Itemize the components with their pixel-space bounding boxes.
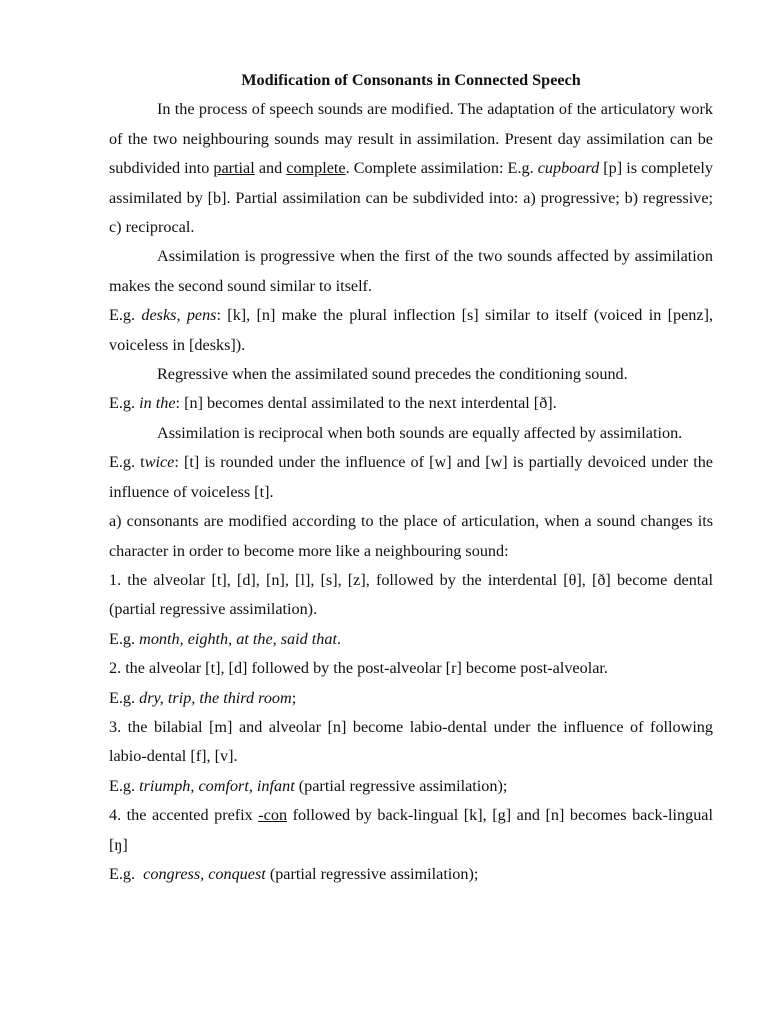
- text-run: 4. the accented prefix: [109, 806, 259, 825]
- text-run: E.g.: [109, 306, 142, 325]
- paragraph-intro: [109, 95, 713, 242]
- prefix-con: -con: [258, 806, 288, 825]
- text-run: E.g.: [109, 776, 140, 795]
- paragraph-regressive: Regressive when the assimilated sound precedes the conditioning sound.: [157, 365, 628, 384]
- example-word: wice: [144, 453, 175, 472]
- paragraph-progressive: Assimilation is progressive when the first of the two sounds affected by assimilation makes the second sound similar to itself.: [109, 247, 713, 295]
- page-title: Modification of Consonants in Connected Speech: [241, 71, 581, 89]
- text-run: : [k], [n] make the plural inflection [s] similar to itself (voiced in [penz], voiceless in [desks]).: [109, 306, 714, 354]
- text-run: .: [336, 629, 342, 648]
- example-word: month, eighth, at the, said that: [139, 629, 337, 648]
- example-progressive: [109, 301, 713, 360]
- text-run: : [n] becomes dental assimilated to the next interdental [ð].: [175, 394, 557, 413]
- text-run: and: [254, 159, 287, 178]
- text-run: ;: [291, 688, 297, 707]
- text-run: (partial regressive assimilation);: [265, 864, 479, 883]
- text-run: [p] is completely assimilated by [b]. Partial assimilation can be subdivided into: a) progressive; b) regressive; c) reciprocal.: [109, 159, 713, 237]
- text-run: E.g.: [109, 629, 140, 648]
- example-word: desks, pens: [141, 306, 217, 325]
- example-reciprocal: [109, 448, 713, 507]
- paragraph-reciprocal: Assimilation is reciprocal when both sounds are equally affected by assimilation.: [157, 423, 683, 442]
- term-partial: partial: [213, 159, 255, 178]
- text-run: : [t] is rounded under the influence of [w] and [w] is partially devoiced under the influence of voiceless [t].: [109, 453, 713, 501]
- example-rule-1: [109, 625, 713, 654]
- example-word: in the: [139, 394, 176, 413]
- rule-4: [109, 801, 713, 860]
- rule-1: 1. the alveolar [t], [d], [n], [l], [s], [z], followed by the interdental [θ], [ð] become dental (partial regressive assimilation).: [109, 570, 713, 619]
- text-run: . Complete assimilation: E.g.: [345, 159, 538, 178]
- term-complete: complete: [286, 159, 346, 178]
- text-run: (partial regressive assimilation);: [294, 776, 508, 795]
- example-word: cupboard: [537, 159, 600, 178]
- example-word: congress, conquest: [143, 864, 266, 883]
- example-rule-3: [109, 772, 713, 801]
- paragraph-place-of-articulation: a) consonants are modified according to the place of articulation, when a sound changes its character in order to become more like a neighbouring sound:: [109, 512, 713, 560]
- example-word: triumph, comfort, infant: [139, 776, 295, 795]
- example-word: dry, trip, the third room: [139, 688, 292, 707]
- example-rule-4: [109, 860, 713, 889]
- rule-2: 2. the alveolar [t], [d] followed by the post-alveolar [r] become post-alveolar.: [109, 659, 608, 678]
- document-page: [109, 66, 713, 889]
- text-run: In the process of speech sounds are modified. The adaptation of the articulatory work of the two neighbouring sounds may result in assimilation. Present day assimilation can be subdivided into: [109, 100, 713, 178]
- text-run: E.g.: [109, 864, 144, 883]
- text-run: followed by back-lingual [k], [g] and [n] becomes back-lingual [ŋ]: [109, 806, 713, 854]
- example-rule-2: [109, 684, 713, 713]
- rule-3: 3. the bilabial [m] and alveolar [n] become labio-dental under the influence of following labio-dental [f], [v].: [109, 717, 713, 766]
- text-run: E.g. t: [109, 453, 145, 472]
- example-regressive: [109, 389, 713, 418]
- text-run: E.g.: [109, 688, 140, 707]
- text-run: E.g.: [109, 394, 140, 413]
